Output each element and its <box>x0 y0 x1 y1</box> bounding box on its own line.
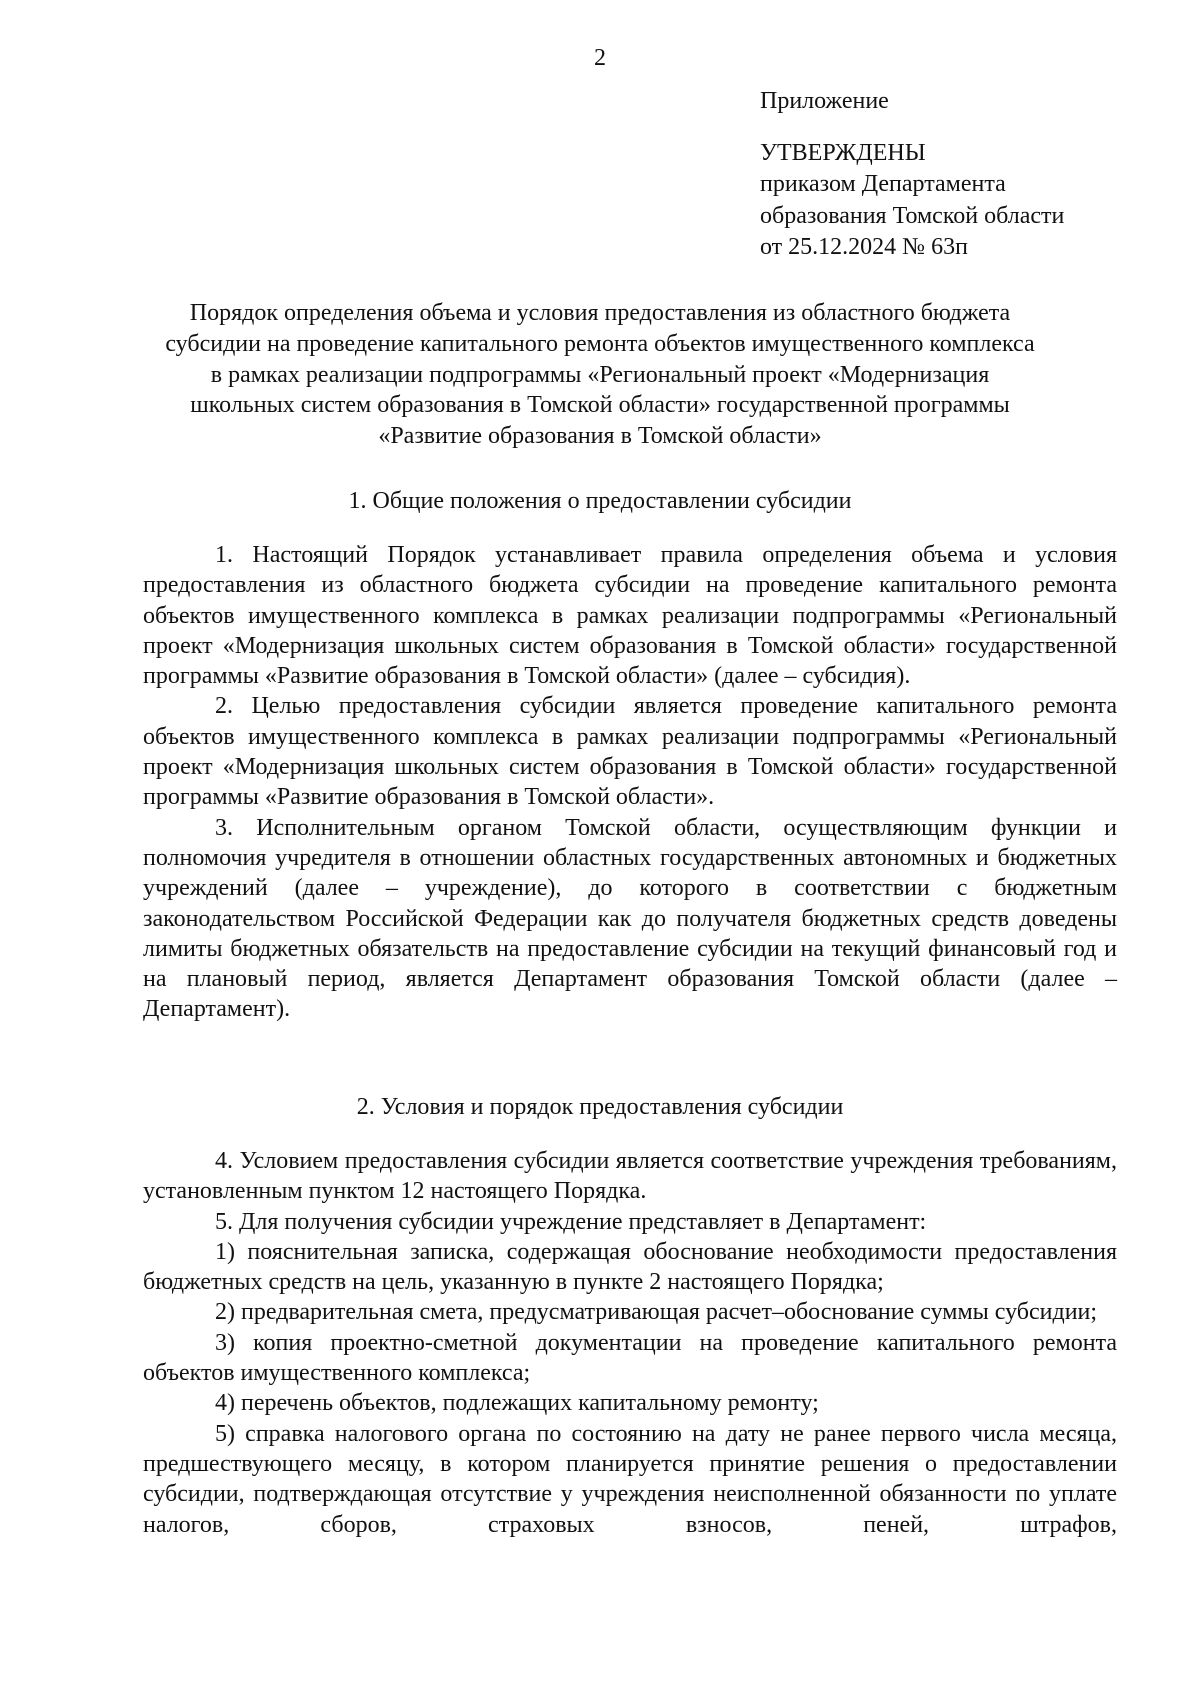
list-item: 5) справка налогового органа по состоянию на дату не ранее первого числа месяца, предшествующего месяцу, в котором планируется принятие решения о предоставлении субсидии, подтверждающая отсутствие у учреждения неисполненной обязанности по уплате налогов, сборов, страховых взносов, пеней, штрафов, <box>143 1420 1117 1538</box>
approval-date-number: от 25.12.2024 № 63п <box>760 234 968 260</box>
title-line: «Развитие образования в Томской области» <box>378 423 822 450</box>
list-item: 4) перечень объектов, подлежащих капитальному ремонту; <box>215 1390 819 1417</box>
list-item: 1) пояснительная записка, содержащая обоснование необходимости предоставления бюджетных средств на цель, указанную в пункте 2 настоящего Порядка; <box>143 1238 1117 1296</box>
appendix-label: Приложение <box>760 88 889 114</box>
section-conditions-body <box>143 1146 1117 1540</box>
approval-line: приказом Департамента <box>760 171 1006 197</box>
title-line: Порядок определения объема и условия предоставления из областного бюджета <box>189 300 1011 326</box>
approval-block <box>760 86 1160 264</box>
paragraph: 2. Целью предоставления субсидии является проведение капитального ремонта объектов имущественного комплекса в рамках реализации подпрограммы «Региональный проект «Модернизация школьных систем образования в Томской области» государственной программы «Развитие образования в Томской области». <box>143 693 1117 811</box>
title-line: школьных систем образования в Томской области» государственной программы <box>190 392 1010 419</box>
section-general-body <box>143 540 1117 1025</box>
paragraph: 1. Настоящий Порядок устанавливает правила определения объема и условия предоставления из областного бюджета субсидии на проведение капитального ремонта объектов имущественного комплекса в рамках реализации подпрограммы «Региональный проект «Модернизация школьных систем образования в Томской области» государственной программы «Развитие образования в Томской области» (далее – субсидия). <box>143 542 1117 690</box>
list-item: 3) копия проектно-сметной документации на проведение капитального ремонта объектов имущественного комплекса; <box>143 1329 1117 1387</box>
section-heading-general: 1. Общие положения о предоставлении субсидии <box>348 488 852 514</box>
title-line: в рамках реализации подпрограммы «Региональный проект «Модернизация <box>210 361 990 388</box>
page-number: 2 <box>594 45 606 71</box>
approved-stamp-text: УТВЕРЖДЕНЫ <box>760 139 926 166</box>
list-item: 2) предварительная смета, предусматривающая расчет–обоснование суммы субсидии; <box>215 1299 1098 1326</box>
section-heading-conditions: 2. Условия и порядок предоставления субсидии <box>356 1094 844 1120</box>
document-title <box>120 298 1080 452</box>
title-line: субсидии на проведение капитального ремонта объектов имущественного комплекса <box>165 330 1035 357</box>
paragraph: 3. Исполнительным органом Томской области, осуществляющим функции и полномочия учредителя в отношении областных государственных автономных и бюджетных учреждений (далее – учреждение), до которого в соответствии с бюджетным законодательством Российской Федерации как до получателя бюджетных средств доведены лимиты бюджетных обязательств на предоставление субсидии на текущий финансовый год и на плановый период, является Департамент образования Томской области (далее – Департамент). <box>143 814 1117 1023</box>
paragraph: 5. Для получения субсидии учреждение представляет в Департамент: <box>215 1208 927 1235</box>
approval-line: образования Томской области <box>760 202 1065 229</box>
paragraph: 4. Условием предоставления субсидии является соответствие учреждения требованиям, установленным пунктом 12 настоящего Порядка. <box>143 1148 1117 1205</box>
